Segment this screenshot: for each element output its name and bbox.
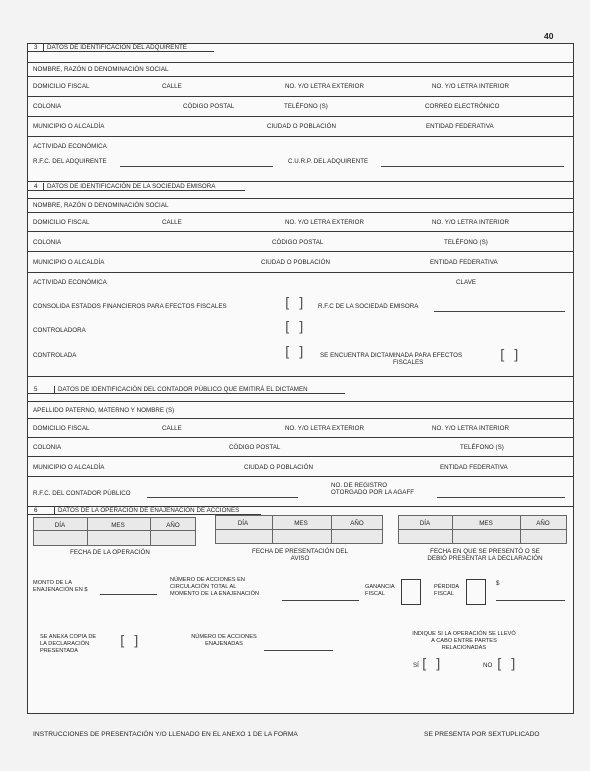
section-3-number: 3 xyxy=(34,44,38,51)
registro-field[interactable] xyxy=(437,497,565,498)
fecha-presentacion-anio: AÑO xyxy=(350,520,364,527)
label-num-acciones-3: MOMENTO DE LA ENAJENACIÓN xyxy=(170,591,260,597)
label-rfc-contador: R.F.C. DEL CONTADOR PÚBLICO xyxy=(33,490,131,497)
label-no-ext: NO. Y/O LETRA EXTERIOR xyxy=(285,425,365,432)
label-nombre: NOMBRE, RAZÓN O DENOMINACIÓN SOCIAL xyxy=(33,66,169,73)
label-calle: CALLE xyxy=(162,425,182,432)
num-acciones-field[interactable] xyxy=(282,600,359,601)
fecha-operacion-anio: AÑO xyxy=(166,522,180,529)
controlada-checkbox[interactable]: [ ] xyxy=(285,345,304,361)
label-perdida-2: FISCAL xyxy=(434,591,454,597)
label-entidad: ENTIDAD FEDERATIVA xyxy=(440,464,508,471)
label-no-int: NO. Y/O LETRA INTERIOR xyxy=(432,83,509,90)
label-anexa: SE ANEXA COPIA DE xyxy=(40,634,97,640)
label-monto-2: ENAJENACIÓN EN $ xyxy=(33,587,88,593)
label-correo: CORREO ELECTRÓNICO xyxy=(425,103,500,110)
label-domicilio: DOMICILIO FISCAL xyxy=(33,219,90,226)
label-num-acciones: NÚMERO DE ACCIONES EN xyxy=(170,577,246,583)
label-curp-adquirente: C.U.R.P. DEL ADQUIRENTE xyxy=(288,158,369,165)
curp-adquirente-field[interactable] xyxy=(381,166,564,167)
ganancia-checkbox[interactable] xyxy=(401,579,421,605)
label-fecha-operacion: FECHA DE LA OPERACIÓN xyxy=(70,549,150,556)
label-anexa-2: LA DECLARACIÓN xyxy=(40,641,90,647)
label-actividad: ACTIVIDAD ECONÓMICA xyxy=(33,143,107,150)
monto-field[interactable] xyxy=(100,594,157,595)
label-colonia: COLONIA xyxy=(33,103,62,110)
label-anexa-3: PRESENTADA xyxy=(40,648,79,654)
label-cp: CÓDIGO POSTAL xyxy=(229,444,281,451)
label-si: SÍ xyxy=(413,662,419,669)
fecha-declaracion-anio: AÑO xyxy=(536,520,550,527)
label-fecha-presentacion: FECHA DE PRESENTACIÓN DEL xyxy=(251,548,349,555)
label-entidad: ENTIDAD FEDERATIVA xyxy=(430,259,498,266)
fecha-operacion-mes: MES xyxy=(111,522,125,529)
si-checkbox[interactable]: [ ] xyxy=(422,657,441,673)
label-entidad: ENTIDAD FEDERATIVA xyxy=(426,123,494,130)
importe-field[interactable] xyxy=(496,600,565,601)
fecha-declaracion-mes: MES xyxy=(479,520,493,527)
label-no-ext: NO. Y/O LETRA EXTERIOR xyxy=(285,219,365,226)
label-dollar: $ xyxy=(496,580,500,587)
section-6-number: 6 xyxy=(34,507,38,514)
label-controladora: CONTROLADORA xyxy=(33,327,86,334)
section-6-title: DATOS DE LA OPERACIÓN DE ENAJENACIÓN DE ACCIONES xyxy=(58,507,240,514)
label-colonia: COLONIA xyxy=(33,239,62,246)
section-3-title: DATOS DE IDENTIFICACIÓN DEL ADQUIRENTE xyxy=(47,44,187,51)
label-perdida: PÉRDIDA xyxy=(434,584,460,590)
footer-sextuplicado: SE PRESENTA POR SEXTUPLICADO xyxy=(424,731,540,738)
footer-instrucciones: INSTRUCCIONES DE PRESENTACIÓN Y/O LLENADO EN EL ANEXO 1 DE LA FORMA xyxy=(33,731,298,738)
label-no-ext: NO. Y/O LETRA EXTERIOR xyxy=(285,83,365,90)
label-clave: CLAVE xyxy=(456,279,477,286)
label-ganancia-2: FISCAL xyxy=(365,591,385,597)
fecha-declaracion-dia: DÍA xyxy=(419,520,431,527)
label-telefono: TELÉFONO (S) xyxy=(444,239,488,246)
label-municipio: MUNICIPIO O ALCALDÍA xyxy=(33,464,105,471)
label-indique-2: A CABO ENTRE PARTES xyxy=(431,638,497,644)
label-calle: CALLE xyxy=(162,83,182,90)
label-colonia: COLONIA xyxy=(33,444,62,451)
label-monto: MONTO DE LA xyxy=(33,580,72,586)
label-telefono: TELÉFONO (S) xyxy=(284,103,328,110)
label-registro: NO. DE REGISTRO xyxy=(331,482,388,489)
label-domicilio: DOMICILIO FISCAL xyxy=(33,425,90,432)
fecha-operacion-dia: DÍA xyxy=(54,522,66,529)
label-municipio: MUNICIPIO O ALCALDÍA xyxy=(33,123,105,130)
label-rfc-adquirente: R.F.C. DEL ADQUIRENTE xyxy=(33,158,107,165)
label-no-int: NO. Y/O LETRA INTERIOR xyxy=(432,425,509,432)
section-5-title: DATOS DE IDENTIFICACIÓN DEL CONTADOR PÚBLICO QUE EMITIRÁ EL DICTAMEN xyxy=(58,386,308,393)
controladora-checkbox[interactable]: [ ] xyxy=(285,320,304,336)
form-frame xyxy=(27,43,574,714)
fecha-presentacion-dia: DÍA xyxy=(237,520,249,527)
label-domicilio: DOMICILIO FISCAL xyxy=(33,83,90,90)
label-ganancia: GANANCIA xyxy=(365,584,395,590)
dictaminada-checkbox[interactable]: [ ] xyxy=(500,348,519,364)
label-telefono: TELÉFONO (S) xyxy=(460,444,504,451)
rfc-adquirente-field[interactable] xyxy=(120,166,273,167)
no-checkbox[interactable]: [ ] xyxy=(497,657,516,673)
label-fecha-declaracion: FECHA EN QUE SE PRESENTÓ O SE xyxy=(430,548,540,555)
label-ciudad: CIUDAD O POBLACIÓN xyxy=(267,123,336,130)
section-5-number: 5 xyxy=(34,386,38,393)
label-controlada: CONTROLADA xyxy=(33,352,77,359)
label-registro-2: OTORGADO POR LA AGAFF xyxy=(331,489,415,496)
label-actividad: ACTIVIDAD ECONÓMICA xyxy=(33,279,107,286)
label-dictaminada: SE ENCUENTRA DICTAMINADA PARA EFECTOS xyxy=(320,352,463,359)
label-no-int: NO. Y/O LETRA INTERIOR xyxy=(432,219,509,226)
label-ciudad: CIUDAD O POBLACIÓN xyxy=(261,259,330,266)
label-municipio: MUNICIPIO O ALCALDÍA xyxy=(33,259,105,266)
label-no: NO xyxy=(483,662,493,669)
section-4-number: 4 xyxy=(34,183,38,190)
label-consolida: CONSOLIDA ESTADOS FINANCIEROS PARA EFECTOS FISCALES xyxy=(33,303,227,310)
label-nombre: NOMBRE, RAZÓN O DENOMINACIÓN SOCIAL xyxy=(33,202,169,209)
num-enajenadas-field[interactable] xyxy=(264,650,333,651)
page-number: 40 xyxy=(544,31,554,41)
label-cp: CÓDIGO POSTAL xyxy=(183,103,235,110)
fecha-presentacion-mes: MES xyxy=(294,520,308,527)
label-calle: CALLE xyxy=(162,219,182,226)
perdida-checkbox[interactable] xyxy=(466,579,486,605)
label-apellido: APELLIDO PATERNO, MATERNO Y NOMBRE (S) xyxy=(33,407,175,414)
section-4-title: DATOS DE IDENTIFICACIÓN DE LA SOCIEDAD EMISORA xyxy=(47,183,216,190)
label-num-acciones-2: CIRCULACIÓN TOTAL AL xyxy=(170,584,237,590)
label-ciudad: CIUDAD O POBLACIÓN xyxy=(244,464,313,471)
label-num-enajenadas-2: ENAJENADAS xyxy=(205,641,243,647)
anexa-checkbox[interactable]: [ ] xyxy=(120,634,139,650)
rfc-contador-field[interactable] xyxy=(147,497,298,498)
label-fecha-presentacion-2: AVISO xyxy=(290,555,310,562)
label-fecha-declaracion-2: DEBIÓ PRESENTAR LA DECLARACIÓN xyxy=(427,555,543,562)
label-dictaminada-2: FISCALES xyxy=(393,359,424,366)
label-indique-3: RELACIONADAS xyxy=(441,645,487,651)
consolida-checkbox[interactable]: [ ] xyxy=(285,296,304,312)
label-cp: CÓDIGO POSTAL xyxy=(272,239,324,246)
label-num-enajenadas: NÚMERO DE ACCIONES xyxy=(191,634,257,640)
label-rfc-emisora: R.F.C DE LA SOCIEDAD EMISORA xyxy=(318,303,419,310)
label-indique: INDIQUE SI LA OPERACIÓN SE LLEVÓ xyxy=(412,631,516,637)
rfc-emisora-field[interactable] xyxy=(434,311,565,312)
